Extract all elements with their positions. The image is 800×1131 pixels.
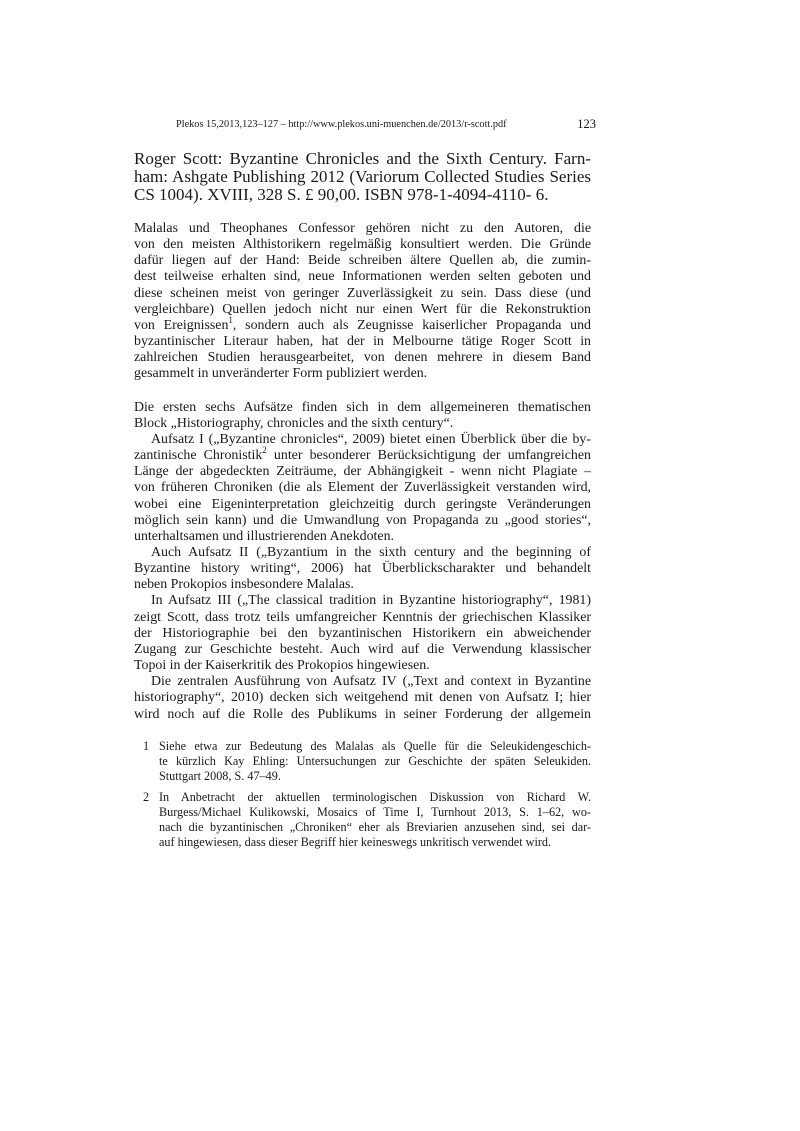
page-number: 123 xyxy=(577,117,596,131)
running-header xyxy=(176,119,596,132)
text-line: Länge der abgedeckten Zeiträume, der Abhängigkeit - wenn nicht Plagiate – xyxy=(134,464,591,480)
text-line: dest teilweise erhalten sind, neue Informationen werden selten geboten und xyxy=(134,269,591,285)
footnote-line: Stuttgart 2008, S. 47–49. xyxy=(159,769,281,783)
footnote-marker[interactable]: 2 xyxy=(262,445,267,456)
footnote xyxy=(143,739,591,784)
title-line: Roger Scott: Byzantine Chronicles and the Sixth Century. Farn- xyxy=(134,149,591,168)
text-segment: von Ereignissen xyxy=(134,317,229,333)
paragraph xyxy=(134,545,591,593)
text-line: Malalas und Theophanes Confessor gehören nicht zu den Autoren, die xyxy=(134,221,591,236)
text-segment: unter besonderer Berücksichtigung der umfangreichen xyxy=(266,448,591,464)
footnote-number: 1 xyxy=(143,739,150,753)
paragraph xyxy=(134,221,591,383)
footnote-marker[interactable]: 1 xyxy=(228,314,233,325)
text-line: Topoi in der Kaiserkritik des Prokopios hingewiesen. xyxy=(134,658,430,674)
paragraph xyxy=(134,432,591,545)
footnote-number: 2 xyxy=(143,790,150,804)
text-line: der Historiographie bei den byzantinischen Historikern ein abweichender xyxy=(134,625,591,641)
text-segment: , sondern auch als Zeugnisse kaiserlicher Propaganda und xyxy=(232,317,591,333)
review-body xyxy=(134,221,591,723)
text-line: zahlreichen Studien herausgearbeitet, von denen mehrere in diesem Band xyxy=(134,350,591,366)
text-line: von früheren Chroniken (die als Element der Zuverlässigkeit verstanden wird, xyxy=(134,480,591,496)
text-line: wobei eine Eigeninterpretation gleichzeitig durch geringste Veränderungen xyxy=(134,496,591,512)
text-line: wird noch auf die Rolle des Publikums in seiner Forderung der allgemein xyxy=(134,706,591,722)
text-line: In Aufsatz III („The classical tradition in Byzantine historiography“, 1981) xyxy=(151,593,591,609)
footnote xyxy=(143,790,591,850)
citation-line: Plekos 15,2013,123–127 – http://www.plekos.uni-muenchen.de/2013/r-scott.pdf xyxy=(176,119,507,130)
text-line: Zugang zur Geschichte besteht. Auch wird auf die Verwendung klassischer xyxy=(134,641,591,657)
text-line: diese scheinen meist von geringer Zuverlässigkeit zu sein. Dass diese (und xyxy=(134,285,591,301)
text-line: von den meisten Althistorikern regelmäßig konsultiert werden. Die Gründe xyxy=(134,237,591,253)
footnotes xyxy=(143,739,591,856)
paragraph xyxy=(134,593,591,674)
footnote-line: Burgess/Michael Kulikowski, Mosaics of Time I, Turnhout 2013, S. 1–62, wo- xyxy=(159,805,591,819)
text-line xyxy=(134,445,591,464)
text-segment: zantinische Chronistik xyxy=(134,448,263,464)
text-line: möglich sein kann) und die Umwandlung von Propaganda zu „good stories“, xyxy=(134,512,591,528)
text-line: zeigt Scott, dass trotz teils umfangreicher Kenntnis der griechischen Klassiker xyxy=(134,609,591,625)
text-line: vergleichbare) Quellen jedoch nicht nur einen Wert für die Rekonstruktion xyxy=(134,301,591,317)
text-line: gesammelt in unveränderter Form publiziert werden. xyxy=(134,366,428,382)
text-line: Block „Historiography, chronicles and the sixth century“. xyxy=(134,415,454,431)
footnote-line: nach die byzantinischen „Chroniken“ eher als Breviarien anzusehen sind, sei dar- xyxy=(159,820,591,834)
text-line: neben Prokopios insbesondere Malalas. xyxy=(134,577,354,593)
text-line: dafür liegen auf der Hand: Beide schreiben ältere Quellen ab, die zumin- xyxy=(134,253,591,269)
title-line: CS 1004). XVIII, 328 S. £ 90,00. ISBN 978-1-4094-4110- 6. xyxy=(134,185,549,204)
text-line: Aufsatz I („Byzantine chronicles“, 2009) bietet einen Überblick über die by- xyxy=(151,431,591,447)
footnote-line: auf hingewiesen, dass dieser Begriff hier keineswegs unkritisch verwendet wird. xyxy=(159,835,552,849)
text-line xyxy=(134,314,591,334)
text-line: byzantinischer Literaur haben, hat der in Melbourne tätige Roger Scott in xyxy=(134,334,591,350)
text-line: Die zentralen Ausführung von Aufsatz IV („Text and context in Byzantine xyxy=(151,674,591,690)
text-line: Auch Aufsatz II („Byzantium in the sixth century and the beginning of xyxy=(151,544,591,560)
text-line: unterhaltsamen und illustrierenden Anekdoten. xyxy=(134,528,394,544)
text-line: historiography“, 2010) decken sich weitgehend mit denen von Aufsatz I; hier xyxy=(134,690,591,706)
text-line: Die ersten sechs Aufsätze finden sich in dem allgemeineren thematischen xyxy=(134,399,591,415)
title-line: ham: Ashgate Publishing 2012 (Variorum Collected Studies Series xyxy=(134,167,591,186)
paragraph xyxy=(134,400,591,432)
paragraph-gap xyxy=(134,383,591,400)
footnote-line: te kürzlich Kay Ehling: Untersuchungen zur Geschichte der späten Seleukiden. xyxy=(159,754,591,768)
review-title xyxy=(134,150,591,204)
footnote-line: Siehe etwa zur Bedeutung des Malalas als Quelle für die Seleukidengeschich- xyxy=(159,739,591,753)
paragraph xyxy=(134,674,591,722)
text-line: Byzantine history writing“, 2006) hat Überblickscharakter und behandelt xyxy=(134,561,591,577)
footnote-line: In Anbetracht der aktuellen terminologischen Diskussion von Richard W. xyxy=(159,790,591,804)
